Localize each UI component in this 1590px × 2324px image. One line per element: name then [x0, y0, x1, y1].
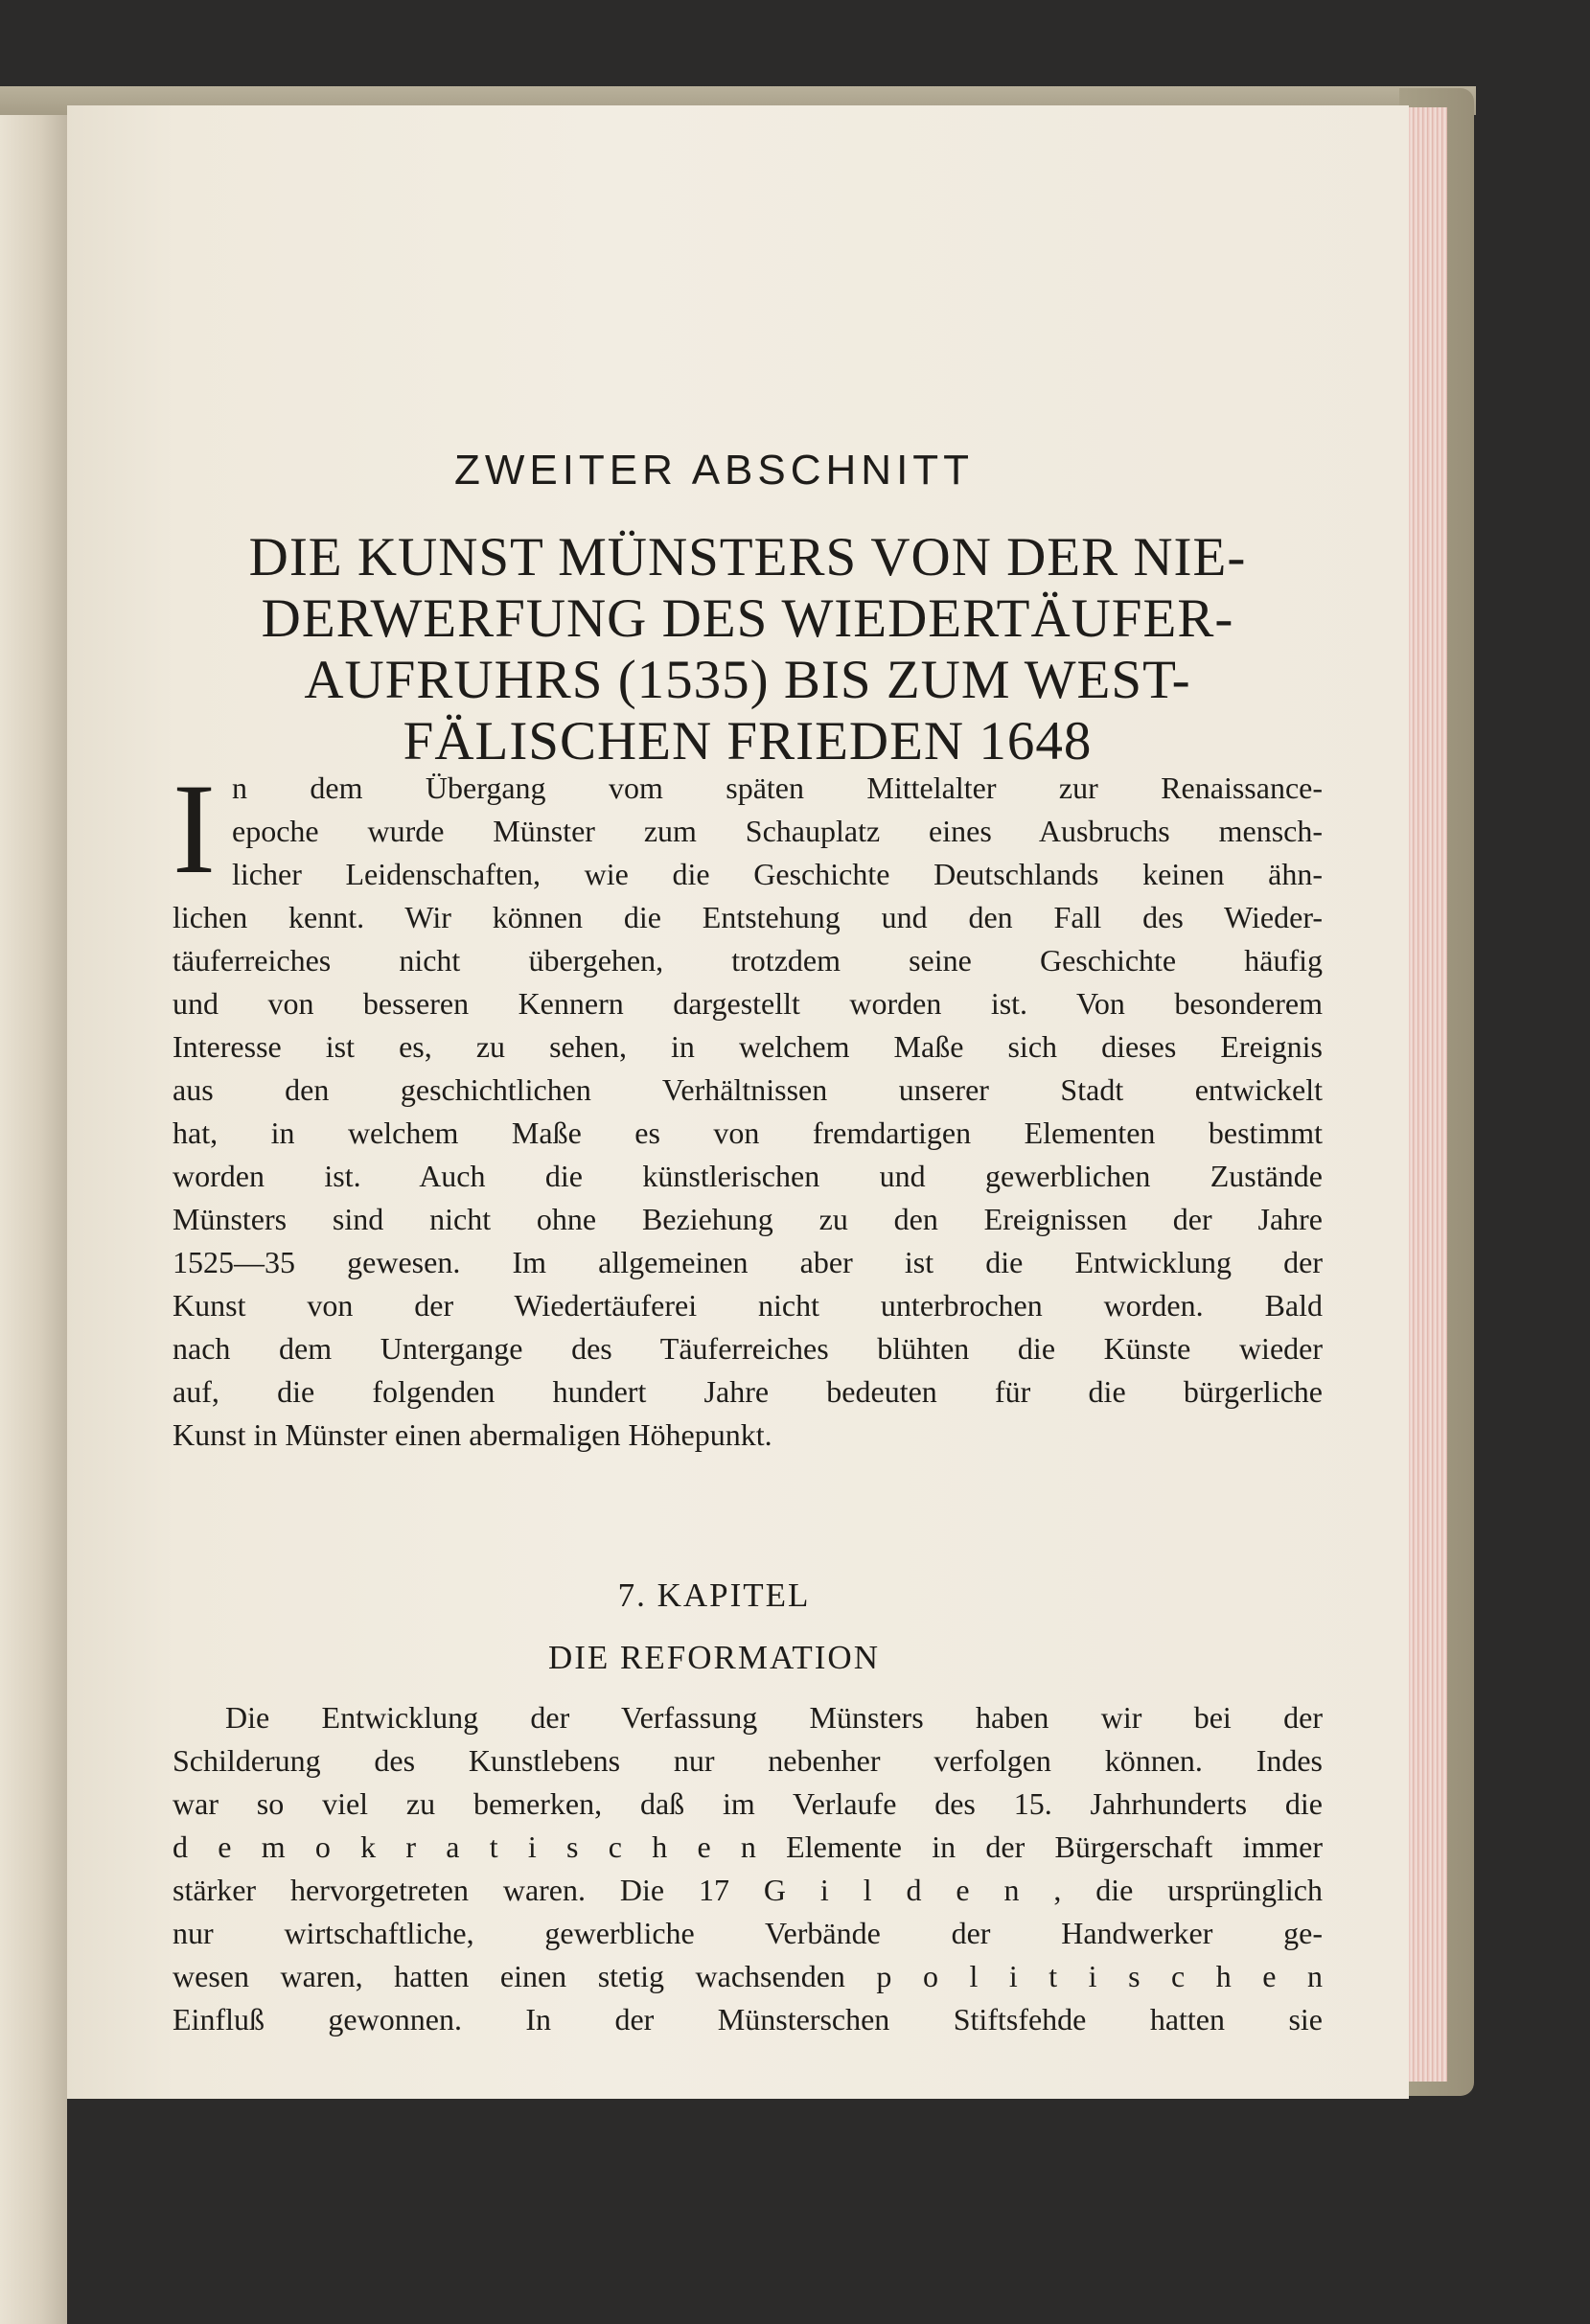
text-line: stärker hervorgetreten waren. Die 17 G i l d e n , die ursprünglich — [173, 1873, 1323, 1907]
text-line: n dem Übergang vom späten Mittelalter zur Renaissance- — [232, 771, 1323, 805]
text-line: Kunst in Münster einen abermaligen Höhepunkt. — [173, 1417, 772, 1452]
text-line: Interesse ist es, zu sehen, in welchem Maße sich dieses Ereignis — [173, 1029, 1323, 1064]
text-line: Schilderung des Kunstlebens nur nebenher verfolgen können. Indes — [173, 1743, 1323, 1778]
text-line: licher Leidenschaften, wie die Geschichte Deutschlands keinen ähn- — [232, 857, 1323, 891]
text-line: Münsters sind nicht ohne Beziehung zu den Ereignissen der Jahre — [173, 1202, 1323, 1236]
chapter-title-line: DIE KUNST MÜNSTERS VON DER NIE- — [248, 527, 1247, 587]
text-line: Kunst von der Wiedertäuferei nicht unterbrochen worden. Bald — [173, 1288, 1323, 1323]
chapter-title-line: FÄLISCHEN FRIEDEN 1648 — [403, 711, 1093, 771]
text-line: Einfluß gewonnen. In der Münsterschen Stiftsfehde hatten sie — [173, 2002, 1323, 2036]
text-line: Die Entwicklung der Verfassung Münsters haben wir bei der — [225, 1700, 1323, 1735]
chapter-title-line: DERWERFUNG DES WIEDERTÄUFER- — [261, 588, 1234, 649]
text-line: täuferreiches nicht übergehen, trotzdem seine Geschichte häufig — [173, 943, 1323, 978]
text-line: auf, die folgenden hundert Jahre bedeuten für die bürgerliche — [173, 1374, 1323, 1409]
text-line: war so viel zu bemerken, daß im Verlaufe des 15. Jahrhunderts die — [173, 1786, 1323, 1821]
text-line: lichen kennt. Wir können die Entstehung und den Fall des Wieder- — [173, 900, 1323, 934]
text-line: nach dem Untergange des Täuferreiches blühten die Künste wieder — [173, 1331, 1323, 1366]
text-line: und von besseren Kennern dargestellt worden ist. Von besonderem — [173, 986, 1323, 1021]
chapter-title-line: AUFRUHRS (1535) BIS ZUM WEST- — [304, 650, 1191, 710]
reformation-paragraph — [173, 1696, 1323, 2041]
section-heading: ZWEITER ABSCHNITT — [453, 447, 975, 494]
chapter-subtitle: DIE REFORMATION — [548, 1639, 880, 1676]
text-line: d e m o k r a t i s c h e n Elemente in der Bürgerschaft immer — [173, 1829, 1323, 1864]
text-line: hat, in welchem Maße es von fremdartigen Elementen bestimmt — [173, 1116, 1323, 1150]
text-line: nur wirtschaftliche, gewerbliche Verbände der Handwerker ge- — [173, 1916, 1323, 1950]
chapter-number: 7. KAPITEL — [617, 1576, 811, 1614]
text-line: aus den geschichtlichen Verhältnissen unserer Stadt entwickelt — [173, 1072, 1323, 1107]
text-line: epoche wurde Münster zum Schauplatz eines Ausbruchs mensch- — [232, 814, 1323, 848]
text-line: worden ist. Auch die künstlerischen und gewerblichen Zustände — [173, 1159, 1323, 1193]
text-line: wesen waren, hatten einen stetig wachsenden p o l i t i s c h e n — [173, 1959, 1323, 1993]
chapter-title — [173, 527, 1323, 772]
left-page-edge — [0, 91, 67, 2324]
text-line: 1525—35 gewesen. Im allgemeinen aber ist die Entwicklung der — [173, 1245, 1323, 1279]
intro-paragraph — [173, 758, 1323, 1457]
drop-cap: I — [173, 758, 216, 901]
book-page — [67, 105, 1409, 2099]
